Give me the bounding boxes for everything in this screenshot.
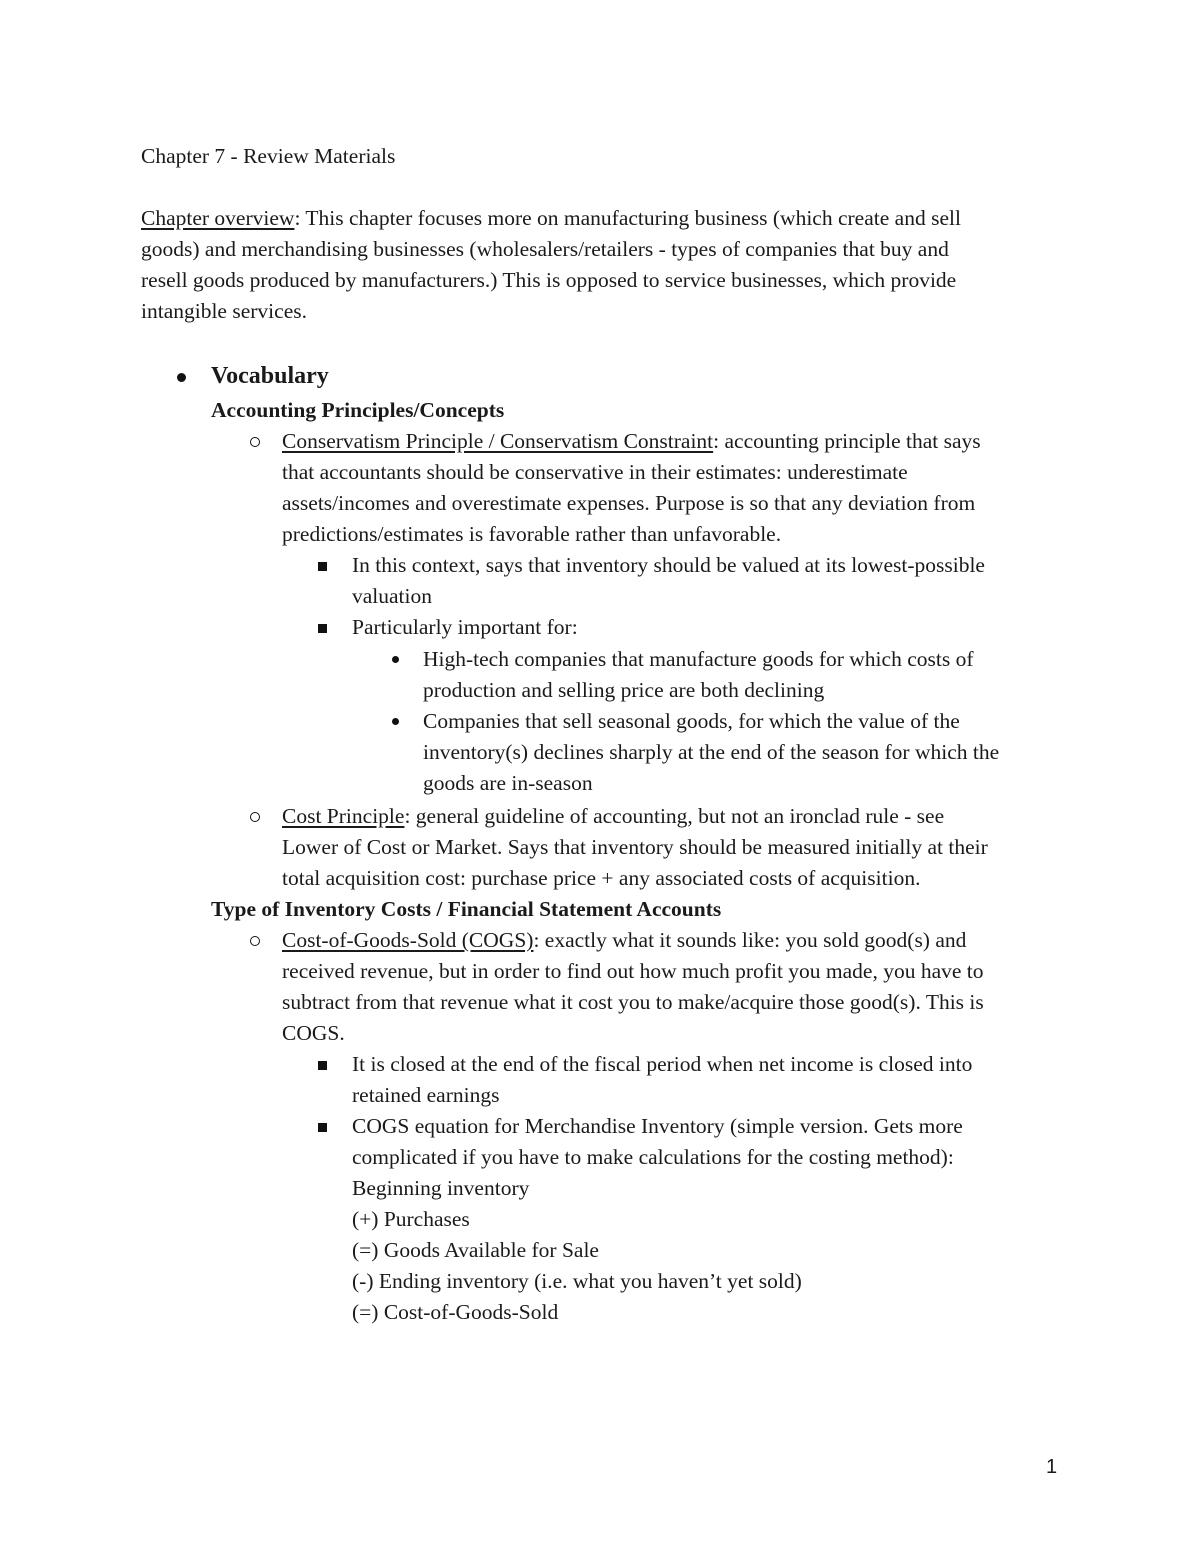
overview-label: Chapter overview <box>141 206 295 230</box>
equation-purchases: (+) Purchases <box>352 1207 470 1231</box>
overview-line-2: goods) and merchandising businesses (wholesalers/retailers - types of companies that buy and <box>141 237 949 261</box>
bullet-square <box>318 562 327 571</box>
subsub-2-line-3: goods are in-season <box>423 771 593 795</box>
page-title: Chapter 7 - Review Materials <box>141 144 396 168</box>
cogs-sub-1-line-1: It is closed at the end of the fiscal period when net income is closed into <box>352 1052 973 1076</box>
subsub-2-line-1: Companies that sell seasonal goods, for which the value of the <box>423 709 960 733</box>
subsub-1-line-2: production and selling price are both declining <box>423 678 825 702</box>
conservatism-sub-1-line-2: valuation <box>352 584 433 608</box>
bullet-disc-small <box>392 718 399 725</box>
bullet-circle <box>250 936 260 946</box>
page-number: 1 <box>1046 1456 1058 1478</box>
overview-text: : This chapter focuses more on manufacturing business (which create and sell <box>294 206 961 230</box>
bullet-square <box>318 1061 327 1070</box>
overview-line-4: intangible services. <box>141 299 307 323</box>
section-heading-vocabulary: Vocabulary <box>211 363 329 389</box>
cost-principle-term: Cost Principle <box>282 804 405 828</box>
conservatism-line-3: assets/incomes and overestimate expenses. Purpose is so that any deviation from <box>282 491 976 515</box>
bullet-disc <box>177 373 186 382</box>
cogs-term: Cost-of-Goods-Sold (COGS) <box>282 928 534 952</box>
conservatism-sub-2: Particularly important for: <box>352 615 578 639</box>
equation-goods-available: (=) Goods Available for Sale <box>352 1238 599 1262</box>
cogs-line-3: subtract from that revenue what it cost you to make/acquire those good(s). This is <box>282 990 984 1014</box>
equation-cogs: (=) Cost-of-Goods-Sold <box>352 1300 559 1324</box>
conservatism-term: Conservatism Principle / Conservatism Constraint <box>282 429 714 453</box>
cogs-sub-1-line-2: retained earnings <box>352 1083 500 1107</box>
conservatism-line-4: predictions/estimates is favorable rather than unfavorable. <box>282 522 782 546</box>
conservatism-line-2: that accountants should be conservative in their estimates: underestimate <box>282 460 908 484</box>
bullet-square <box>318 624 327 633</box>
subheading-accounting-principles: Accounting Principles/Concepts <box>211 398 505 422</box>
cost-principle-line-1 <box>282 801 944 832</box>
equation-ending-inventory: (-) Ending inventory (i.e. what you haven’t yet sold) <box>352 1269 802 1293</box>
cogs-sub-2-line-2: complicated if you have to make calculations for the costing method): <box>352 1145 954 1169</box>
cost-principle-line-2: Lower of Cost or Market. Says that inventory should be measured initially at their <box>282 835 988 859</box>
cogs-line-2: received revenue, but in order to find out how much profit you made, you have to <box>282 959 984 983</box>
subsub-2-line-2: inventory(s) declines sharply at the end of the season for which the <box>423 740 1000 764</box>
bullet-disc-small <box>392 656 399 663</box>
bullet-square <box>318 1123 327 1132</box>
bullet-circle <box>250 437 260 447</box>
cost-principle-line-3: total acquisition cost: purchase price + any associated costs of acquisition. <box>282 866 921 890</box>
subsub-1-line-1: High-tech companies that manufacture goods for which costs of <box>423 647 974 671</box>
conservatism-text: : accounting principle that says <box>713 429 981 453</box>
conservatism-sub-1-line-1: In this context, says that inventory should be valued at its lowest-possible <box>352 553 985 577</box>
overview-line-3: resell goods produced by manufacturers.) This is opposed to service businesses, which provide <box>141 268 957 292</box>
cogs-line-4: COGS. <box>282 1021 345 1045</box>
overview-line-1 <box>141 203 961 234</box>
cost-principle-text: : general guideline of accounting, but not an ironclad rule - see <box>404 804 945 828</box>
cogs-line-1 <box>282 925 966 956</box>
equation-beginning-inventory: Beginning inventory <box>352 1176 530 1200</box>
cogs-sub-2-line-1: COGS equation for Merchandise Inventory (simple version. Gets more <box>352 1114 963 1138</box>
cogs-text: : exactly what it sounds like: you sold good(s) and <box>533 928 967 952</box>
subheading-inventory-costs: Type of Inventory Costs / Financial Statement Accounts <box>211 897 722 921</box>
conservatism-line-1 <box>282 426 981 457</box>
bullet-circle <box>250 812 260 822</box>
